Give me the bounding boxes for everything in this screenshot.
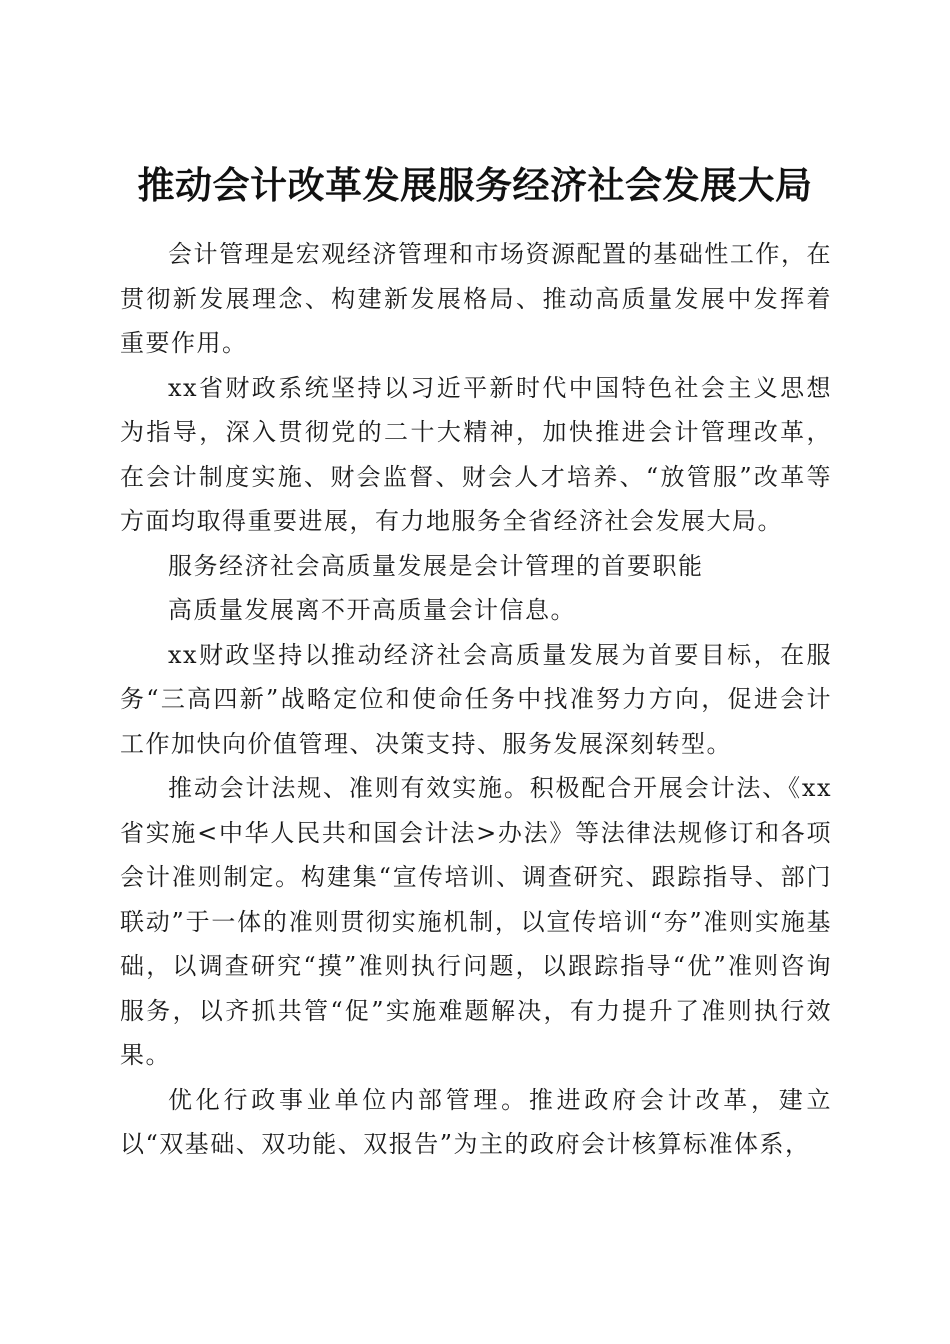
- document-title: 推动会计改革发展服务经济社会发展大局: [137, 162, 813, 207]
- document-body: [120, 232, 832, 1167]
- paragraph-6: 推动会计法规、准则有效实施。积极配合开展会计法、《xx省实施<中华人民共和国会计法>办法》等法律法规修订和各项会计准则制定。构建集“宣传培训、调查研究、跟踪指导、部门联动”于一体的准则贯彻实施机制，以宣传培训“夯”准则实施基础，以调查研究“摸”准则执行问题，以跟踪指导“优”准则咨询服务，以齐抓共管“促”实施难题解决，有力提升了准则执行效果。: [120, 774, 832, 1069]
- paragraph-5: xx财政坚持以推动经济社会高质量发展为首要目标，在服务“三高四新”战略定位和使命任务中找准努力方向，促进会计工作加快向价值管理、决策支持、服务发展深刻转型。: [120, 640, 832, 758]
- paragraph-2: xx省财政系统坚持以习近平新时代中国特色社会主义思想为指导，深入贯彻党的二十大精神，加快推进会计管理改革，在会计制度实施、财会监督、财会人才培养、“放管服”改革等方面均取得重要进展，有力地服务全省经济社会发展大局。: [120, 373, 832, 535]
- paragraph-7: 优化行政事业单位内部管理。推进政府会计改革，建立以“双基础、双功能、双报告”为主的政府会计核算标准体系，: [120, 1085, 832, 1158]
- paragraph-4: 高质量发展离不开高质量会计信息。: [168, 596, 576, 624]
- paragraph-3: 服务经济社会高质量发展是会计管理的首要职能: [168, 551, 704, 580]
- paragraph-1: 会计管理是宏观经济管理和市场资源配置的基础性工作，在贯彻新发展理念、构建新发展格局、推动高质量发展中发挥着重要作用。: [120, 240, 832, 357]
